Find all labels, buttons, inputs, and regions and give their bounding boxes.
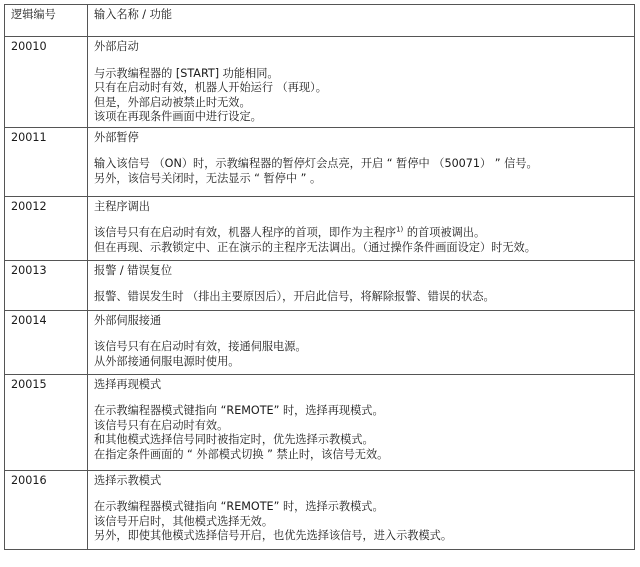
signal-description [88,127,635,196]
description-line [94,226,629,241]
signal-name: 选择再现模式 [94,377,162,391]
signal-description [88,470,635,549]
signal-description [88,374,635,470]
logic-code: 20015 [5,374,88,470]
header-name-function: 输入名称 / 功能 [88,5,635,37]
description-line: 在示教编程器模式键指向 “REMOTE” 时，选择示教模式。 [94,500,384,513]
table-row [5,37,635,128]
logic-code: 20014 [5,310,88,374]
header-code: 逻辑编号 [5,5,88,37]
logic-code: 20013 [5,260,88,310]
description-text: 的首项被调出。 [403,226,486,239]
table-row [5,127,635,196]
description-line: 另外，即使其他模式选择信号开启，也优先选择该信号，进入示教模式。 [94,529,453,542]
description-line: 从外部接通伺服电源时使用。 [94,354,240,368]
signal-description [88,196,635,260]
table-row [5,470,635,549]
table-header-row [5,5,635,37]
signal-name: 外部伺服接通 [94,313,162,327]
signal-name: 选择示教模式 [94,473,162,487]
signal-description [88,37,635,128]
description-line: 在指定条件画面的 “ 外部模式切换 ” 禁止时，该信号无效。 [94,447,389,461]
description-line: 输入该信号 （ON）时，示教编程器的暂停灯会点亮，开启 “ 暂停中 （50071） ” 信号。 [94,157,538,170]
description-line: 但是，外部启动被禁止时无效。 [94,95,251,109]
table-row [5,196,635,260]
signal-name: 外部暂停 [94,130,139,144]
logic-code: 20010 [5,37,88,128]
table-row [5,310,635,374]
signal-table [4,4,635,550]
description-line: 只有在启动时有效，机器人开始运行 （再现）。 [94,81,327,94]
signal-description [88,310,635,374]
logic-code: 20011 [5,127,88,196]
signal-name: 报警 / 错误复位 [94,263,173,277]
description-line: 该信号只有在启动时有效，接通伺服电源。 [94,340,307,353]
logic-code: 20012 [5,196,88,260]
description-line: 但在再现、示教锁定中、正在演示的主程序无法调出。（通过操作条件画面设定）时无效。 [94,240,536,254]
description-line: 在示教编程器模式键指向 “REMOTE” 时，选择再现模式。 [94,404,384,417]
description-line: 报警、错误发生时 （排出主要原因后），开启此信号，将解除报警、错误的状态。 [94,290,495,303]
description-line: 该信号只有在启动时有效。 [94,418,229,432]
description-line: 该项在再现条件画面中进行设定。 [94,110,262,123]
signal-name: 主程序调出 [94,199,150,213]
table-row [5,374,635,470]
description-text: 该信号只有在启动时有效，机器人程序的首项，即作为主程序 [94,226,397,239]
logic-code: 20016 [5,470,88,549]
table-row [5,260,635,310]
signal-name: 外部启动 [94,40,139,53]
signal-description [88,260,635,310]
description-line: 与示教编程器的 [START] 功能相同。 [94,66,279,80]
description-line: 和其他模式选择信号同时被指定时，优先选择示教模式。 [94,433,374,446]
description-line: 另外，该信号关闭时，无法显示 “ 暂停中 ” 。 [94,171,322,185]
description-line: 该信号开启时，其他模式选择无效。 [94,514,274,528]
footnote-marker: 1) [396,225,404,234]
